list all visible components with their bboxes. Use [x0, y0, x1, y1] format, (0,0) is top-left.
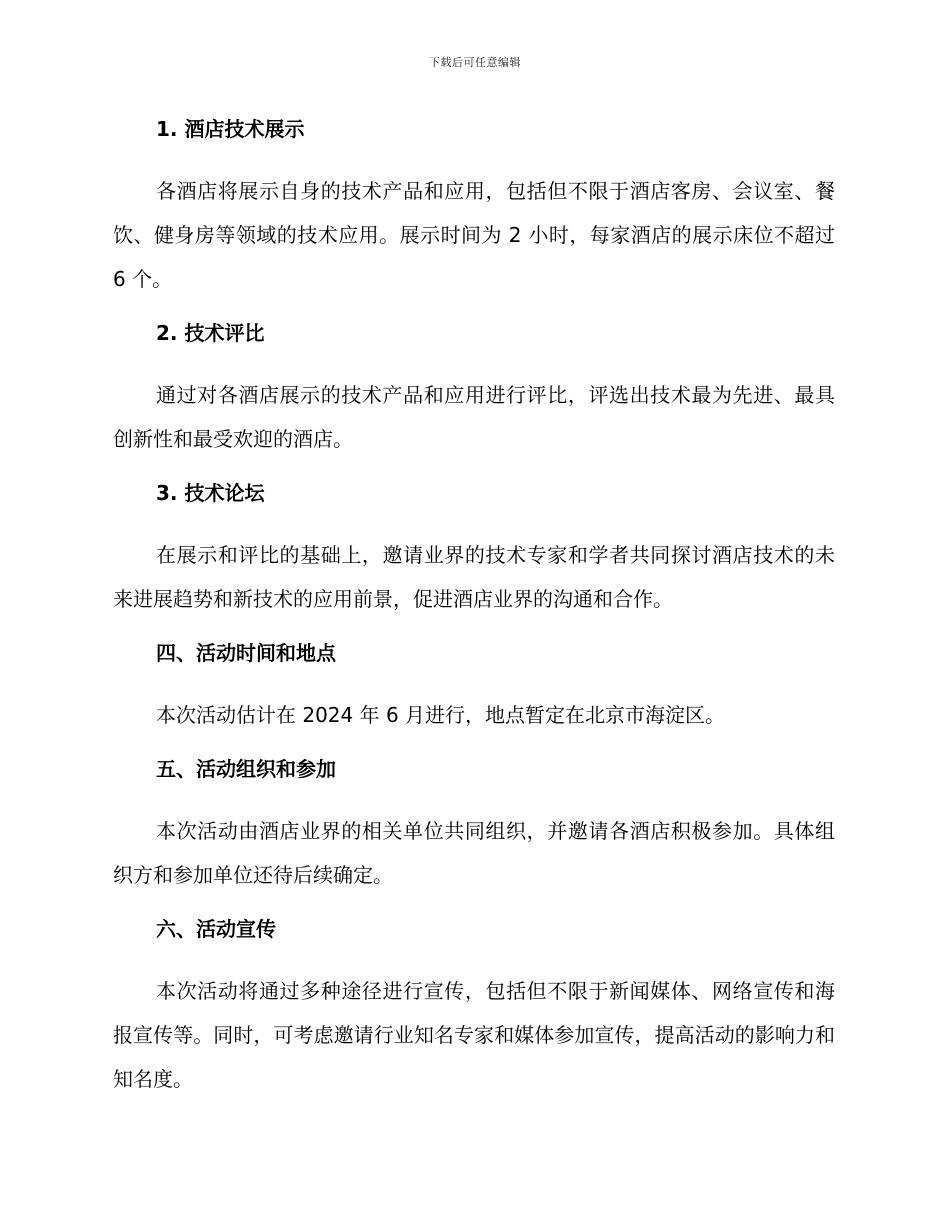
section-heading-time-location: 四、活动时间和地点: [156, 641, 336, 665]
section-paragraph-organization: 本次活动由酒店业界的相关单位共同组织，并邀请各酒店积极参加。具体组织方和参加单位还待后续确定。: [113, 819, 835, 887]
section-heading-tech-competition: 2. 技术评比: [156, 321, 265, 345]
section-heading-promotion: 六、活动宣传: [156, 917, 276, 941]
document-body: [113, 112, 835, 1116]
section-heading-tech-forum: 3. 技术论坛: [156, 481, 265, 505]
section-paragraph-hotel-tech-showcase: 各酒店将展示自身的技术产品和应用，包括但不限于酒店客房、会议室、餐饮、健身房等领域的技术应用。展示时间为 2 小时，每家酒店的展示床位不超过 6 个。: [113, 179, 835, 291]
section-heading-hotel-tech-showcase: 1. 酒店技术展示: [156, 117, 305, 141]
section-paragraph-tech-forum: 在展示和评比的基础上，邀请业界的技术专家和学者共同探讨酒店技术的未来进展趋势和新技术的应用前景，促进酒店业界的沟通和合作。: [113, 543, 835, 611]
section-paragraph-promotion: 本次活动将通过多种途径进行宣传，包括但不限于新闻媒体、网络宣传和海报宣传等。同时，可考虑邀请行业知名专家和媒体参加宣传，提高活动的影响力和知名度。: [113, 979, 835, 1091]
section-paragraph-time-location: 本次活动估计在 2024 年 6 月进行，地点暂定在北京市海淀区。: [156, 703, 726, 727]
section-paragraph-tech-competition: 通过对各酒店展示的技术产品和应用进行评比，评选出技术最为先进、最具创新性和最受欢迎的酒店。: [113, 383, 835, 451]
section-heading-organization: 五、活动组织和参加: [156, 757, 336, 781]
page-header: 下载后可任意编辑: [429, 56, 521, 69]
